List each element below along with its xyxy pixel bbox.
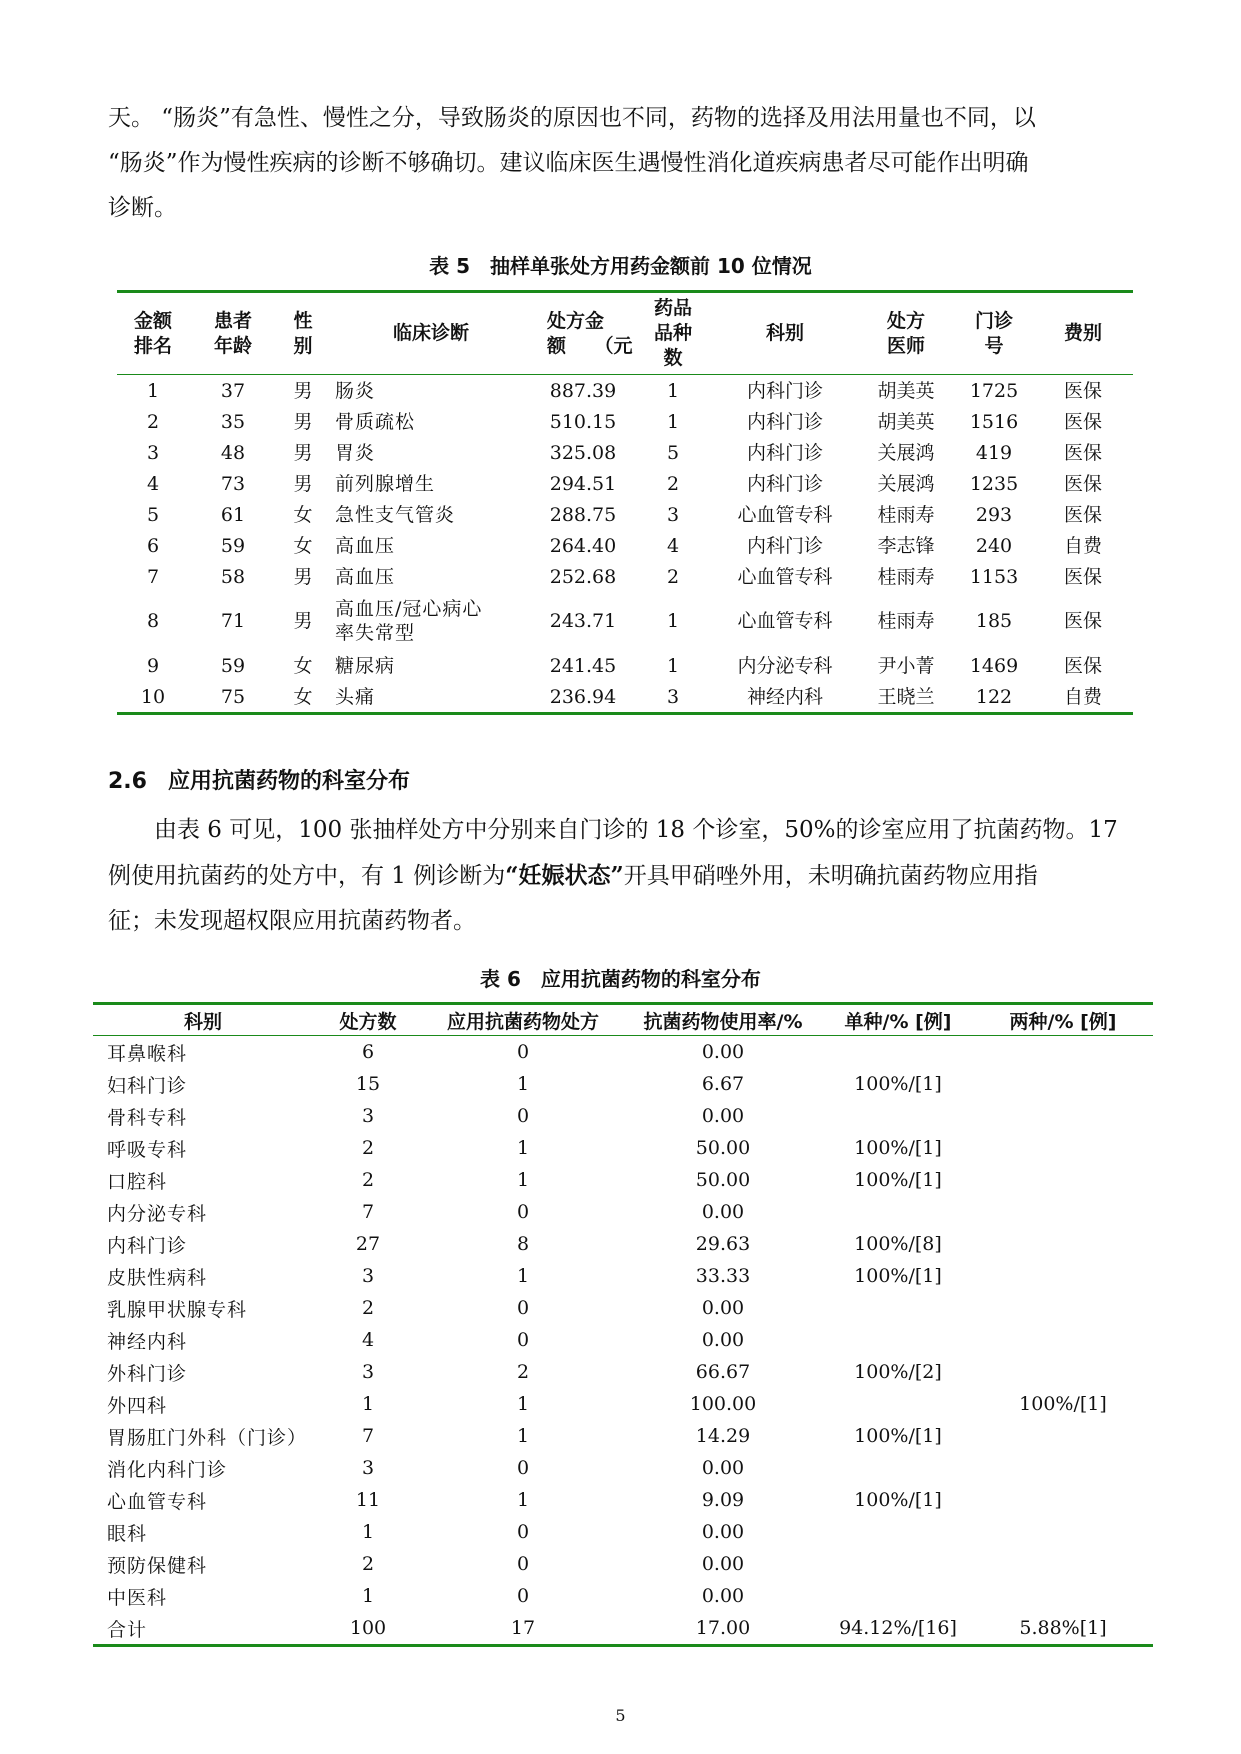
cell-double	[973, 1100, 1153, 1132]
cell-drugs: 1	[666, 379, 680, 402]
cell-rate: 50.00	[695, 1137, 751, 1159]
cell-sex: 女	[293, 503, 313, 526]
cell-drugs: 2	[666, 472, 680, 495]
intro-line-3: 诊断。	[108, 195, 177, 221]
cell-rank: 9	[146, 654, 160, 677]
cell-single: 100%/[1]	[854, 1073, 942, 1095]
table5-header-row	[117, 292, 1133, 375]
table6-header-rate: 抗菌药物使用率/%	[623, 1004, 823, 1036]
table6	[93, 1002, 1153, 1647]
table-row	[93, 1100, 1153, 1132]
table5-header-dept: 科别	[713, 292, 857, 375]
cell-amount: 288.75	[549, 503, 617, 526]
cell-dept: 眼科	[107, 1522, 148, 1545]
cell-fee: 自费	[1063, 534, 1102, 557]
cell-amount: 887.39	[549, 379, 617, 402]
cell-dept: 内分泌专科	[737, 654, 833, 677]
cell-abx: 0	[516, 1585, 530, 1607]
cell-diagnosis: 胃炎	[335, 441, 376, 464]
table-row	[93, 1484, 1153, 1516]
cell-amount: 325.08	[549, 441, 617, 464]
cell-age: 58	[220, 565, 246, 588]
cell-double	[973, 1068, 1153, 1100]
cell-drugs: 5	[666, 441, 680, 464]
cell-dept: 预防保健科	[107, 1554, 208, 1577]
cell-abx: 0	[516, 1457, 530, 1479]
cell-abx: 1	[516, 1489, 530, 1511]
cell-dept: 骨科专科	[107, 1106, 188, 1129]
cell-amount: 252.68	[549, 565, 617, 588]
table-row	[93, 1516, 1153, 1548]
cell-count: 3	[361, 1105, 375, 1127]
cell-double	[973, 1356, 1153, 1388]
table-row	[93, 1324, 1153, 1356]
table-row	[93, 1196, 1153, 1228]
cell-dept: 心血管专科	[737, 503, 833, 526]
section-line-3: 征；未发现超权限应用抗菌药物者。	[108, 908, 476, 934]
cell-double	[973, 1292, 1153, 1324]
table-row	[93, 1292, 1153, 1324]
cell-abx: 1	[516, 1073, 530, 1095]
cell-dept: 口腔科	[107, 1170, 168, 1193]
cell-double	[973, 1324, 1153, 1356]
cell-clinic: 1235	[969, 472, 1019, 495]
table-row	[117, 406, 1133, 437]
cell-dept: 消化内科门诊	[107, 1458, 228, 1481]
cell-single: 100%/[1]	[854, 1489, 942, 1511]
cell-dept: 内科门诊	[746, 410, 823, 433]
table-row	[117, 561, 1133, 592]
table-row	[93, 1452, 1153, 1484]
cell-count: 3	[361, 1265, 375, 1287]
cell-doctor: 李志锋	[877, 534, 935, 557]
cell-rate: 0.00	[701, 1105, 745, 1127]
cell-rate: 33.33	[695, 1265, 751, 1287]
cell-single	[823, 1452, 973, 1484]
cell-double	[973, 1036, 1153, 1069]
table-row	[93, 1132, 1153, 1164]
cell-single	[823, 1324, 973, 1356]
cell-fee: 自费	[1033, 681, 1133, 714]
cell-drugs: 4	[666, 534, 680, 557]
cell-single: 100%/[1]	[854, 1265, 942, 1287]
cell-double: 5.88%[1]	[973, 1612, 1153, 1646]
cell-doctor: 胡美英	[877, 410, 935, 433]
table5-header-age: 患者 年龄	[189, 292, 277, 375]
cell-amount: 294.51	[549, 472, 617, 495]
cell-single	[823, 1100, 973, 1132]
cell-abx: 0	[516, 1297, 530, 1319]
cell-sex: 女	[277, 681, 329, 714]
cell-double	[973, 1548, 1153, 1580]
section-heading	[108, 764, 410, 795]
cell-count: 2	[361, 1137, 375, 1159]
section-number: 2.6	[108, 769, 147, 794]
cell-clinic: 419	[975, 441, 1013, 464]
cell-sex: 男	[293, 410, 313, 433]
cell-rate: 14.29	[695, 1425, 751, 1447]
cell-age: 37	[220, 379, 246, 402]
table5-header-sex: 性 别	[277, 292, 329, 375]
table-row	[93, 1356, 1153, 1388]
cell-rank: 1	[146, 379, 160, 402]
table-row	[117, 437, 1133, 468]
table6-header-row	[93, 1004, 1153, 1036]
cell-abx: 0	[516, 1041, 530, 1063]
cell-count: 2	[361, 1553, 375, 1575]
cell-dept: 内科门诊	[746, 379, 823, 402]
table5-header-drugs: 药品 品种 数	[633, 292, 713, 375]
cell-drugs: 1	[666, 610, 680, 632]
cell-single: 100%/[2]	[854, 1361, 942, 1383]
table5-header-clinic: 门诊 号	[955, 292, 1033, 375]
cell-count: 2	[361, 1169, 375, 1191]
cell-doctor: 关展鸿	[877, 472, 935, 495]
table5-header-rank: 金额 排名	[117, 292, 189, 375]
cell-single	[823, 1196, 973, 1228]
cell-rank: 5	[146, 503, 160, 526]
cell-fee: 医保	[1063, 441, 1102, 464]
cell-count: 1	[361, 1585, 375, 1607]
cell-rate: 0.00	[701, 1457, 745, 1479]
cell-double	[973, 1132, 1153, 1164]
cell-single: 100%/[1]	[854, 1137, 942, 1159]
cell-rank: 6	[146, 534, 160, 557]
cell-dept: 中医科	[107, 1586, 168, 1609]
cell-rate: 100.00	[689, 1393, 757, 1415]
section-line-2: 例使用抗菌药的处方中，有 1 例诊断为“妊娠状态”开具甲硝唑外用，未明确抗菌药物应用指	[108, 862, 1038, 889]
cell-rank: 7	[146, 565, 160, 588]
cell-dept: 心血管专科	[737, 565, 833, 588]
cell-age: 73	[220, 472, 246, 495]
cell-rate: 17.00	[623, 1612, 823, 1646]
table6-header-count: 处方数	[313, 1004, 423, 1036]
cell-sex: 男	[293, 565, 313, 588]
cell-abx: 2	[516, 1361, 530, 1383]
intro-paragraph	[108, 96, 1138, 231]
cell-diagnosis: 肠炎	[335, 379, 376, 402]
cell-dept: 神经内科	[107, 1330, 188, 1353]
cell-diagnosis: 头痛	[329, 681, 533, 714]
cell-clinic: 293	[975, 503, 1013, 526]
table6-header-double: 两种/% [例]	[973, 1004, 1153, 1036]
table-total-row	[93, 1612, 1153, 1646]
cell-double	[973, 1516, 1153, 1548]
cell-abx: 1	[516, 1265, 530, 1287]
cell-count: 11	[355, 1489, 381, 1511]
cell-sex: 女	[293, 534, 313, 557]
cell-dept: 内科门诊	[107, 1234, 188, 1257]
cell-abx: 1	[516, 1169, 530, 1191]
cell-count: 4	[361, 1329, 375, 1351]
cell-amount: 241.45	[549, 654, 617, 677]
table-row	[117, 592, 1133, 650]
cell-diagnosis: 高血压	[335, 565, 396, 588]
cell-age: 59	[220, 534, 246, 557]
cell-count: 7	[361, 1201, 375, 1223]
cell-sex: 男	[293, 379, 313, 402]
cell-abx: 0	[516, 1105, 530, 1127]
cell-amount: 243.71	[549, 610, 617, 632]
cell-diagnosis: 骨质疏松	[335, 410, 416, 433]
cell-count: 1	[361, 1521, 375, 1543]
cell-dept: 外四科	[107, 1394, 168, 1417]
cell-dept: 妇科门诊	[107, 1074, 188, 1097]
cell-clinic: 1469	[969, 654, 1019, 677]
cell-double	[973, 1484, 1153, 1516]
cell-sex: 男	[293, 472, 313, 495]
section-line-1: 由表 6 可见，100 张抽样处方中分别来自门诊的 18 个诊室，50%的诊室应用了抗菌药物。17	[154, 817, 1118, 843]
table-row	[93, 1260, 1153, 1292]
table-row	[93, 1548, 1153, 1580]
cell-fee: 医保	[1063, 610, 1102, 632]
cell-age: 48	[220, 441, 246, 464]
table6-header-dept: 科别	[93, 1004, 313, 1036]
cell-rate: 0.00	[701, 1585, 745, 1607]
table-row	[117, 650, 1133, 681]
cell-dept: 神经内科	[713, 681, 857, 714]
cell-doctor: 关展鸿	[877, 441, 935, 464]
cell-drugs: 1	[666, 410, 680, 433]
cell-double	[973, 1228, 1153, 1260]
cell-dept: 心血管专科	[737, 610, 833, 632]
cell-amount: 264.40	[549, 534, 617, 557]
cell-sex: 女	[293, 654, 313, 677]
cell-doctor: 桂雨寿	[877, 610, 935, 632]
cell-age: 75	[189, 681, 277, 714]
cell-clinic: 185	[975, 610, 1013, 632]
table-row	[93, 1228, 1153, 1260]
cell-rate: 9.09	[701, 1489, 745, 1511]
cell-dept: 内科门诊	[746, 472, 823, 495]
cell-rate: 0.00	[701, 1521, 745, 1543]
cell-diagnosis: 高血压	[335, 534, 396, 557]
cell-dept: 皮肤性病科	[107, 1266, 208, 1289]
cell-dept: 耳鼻喉科	[107, 1042, 188, 1065]
cell-diagnosis: 糖尿病	[335, 654, 396, 677]
table-row	[93, 1388, 1153, 1420]
cell-doctor: 桂雨寿	[877, 565, 935, 588]
cell-abx: 0	[516, 1521, 530, 1543]
table6-header-abx: 应用抗菌药物处方	[423, 1004, 623, 1036]
cell-rate: 0.00	[701, 1041, 745, 1063]
cell-doctor: 桂雨寿	[877, 503, 935, 526]
cell-dept: 外科门诊	[107, 1362, 188, 1385]
table5-caption: 表 5 抽样单张处方用药金额前 10 位情况	[429, 254, 812, 278]
cell-clinic: 122	[955, 681, 1033, 714]
cell-dept: 内科门诊	[746, 441, 823, 464]
cell-single	[823, 1548, 973, 1580]
cell-rate: 6.67	[701, 1073, 745, 1095]
cell-single: 94.12%/[16]	[823, 1612, 973, 1646]
cell-abx: 17	[423, 1612, 623, 1646]
table-row	[93, 1164, 1153, 1196]
cell-single	[823, 1580, 973, 1612]
cell-doctor: 胡美英	[877, 379, 935, 402]
cell-age: 35	[220, 410, 246, 433]
table6-header-single: 单种/% [例]	[823, 1004, 973, 1036]
table5-header-doctor: 处方 医师	[857, 292, 955, 375]
cell-clinic: 1153	[969, 565, 1019, 588]
table6-caption: 表 6 应用抗菌药物的科室分布	[480, 967, 761, 991]
cell-rate: 66.67	[695, 1361, 751, 1383]
cell-dept: 内分泌专科	[107, 1202, 208, 1225]
cell-diagnosis: 高血压/冠心病心 率失常型	[335, 598, 483, 644]
cell-doctor: 尹小菁	[877, 654, 935, 677]
cell-age: 61	[220, 503, 246, 526]
table5-header-diagnosis: 临床诊断	[329, 292, 533, 375]
cell-sex: 男	[293, 610, 313, 632]
cell-abx: 1	[516, 1137, 530, 1159]
cell-double	[973, 1260, 1153, 1292]
cell-clinic: 240	[975, 534, 1013, 557]
cell-amount: 510.15	[549, 410, 617, 433]
page-number: 5	[615, 1706, 626, 1725]
cell-sex: 男	[293, 441, 313, 464]
cell-double	[973, 1196, 1153, 1228]
cell-age: 59	[220, 654, 246, 677]
cell-single	[823, 1388, 973, 1420]
cell-rank: 8	[146, 610, 160, 632]
cell-diagnosis: 前列腺增生	[335, 472, 436, 495]
cell-count: 6	[361, 1041, 375, 1063]
table-row	[93, 1036, 1153, 1069]
cell-drugs: 2	[666, 565, 680, 588]
cell-rank: 10	[117, 681, 189, 714]
cell-count: 3	[361, 1361, 375, 1383]
cell-amount: 236.94	[533, 681, 633, 714]
intro-line-1: 天。 “肠炎”有急性、慢性之分，导致肠炎的原因也不同，药物的选择及用法用量也不同，以	[108, 105, 1036, 131]
cell-fee: 医保	[1063, 379, 1102, 402]
table-row	[93, 1068, 1153, 1100]
cell-double	[973, 1420, 1153, 1452]
cell-rate: 0.00	[701, 1297, 745, 1319]
table5-header-amount: 处方金 额 （元	[533, 292, 633, 375]
cell-rate: 0.00	[701, 1553, 745, 1575]
cell-single	[823, 1292, 973, 1324]
table-row	[93, 1420, 1153, 1452]
cell-doctor: 王晓兰	[857, 681, 955, 714]
cell-count: 2	[361, 1297, 375, 1319]
cell-age: 71	[220, 610, 246, 632]
cell-rate: 0.00	[701, 1201, 745, 1223]
cell-fee: 医保	[1063, 503, 1102, 526]
cell-drugs: 3	[633, 681, 713, 714]
section-paragraph	[108, 808, 1138, 944]
cell-rank: 2	[146, 410, 160, 433]
table-row	[93, 1580, 1153, 1612]
cell-dept: 内科门诊	[746, 534, 823, 557]
cell-rate: 50.00	[695, 1169, 751, 1191]
cell-diagnosis: 急性支气管炎	[335, 503, 456, 526]
cell-drugs: 1	[666, 654, 680, 677]
table-row	[117, 499, 1133, 530]
cell-clinic: 1516	[969, 410, 1019, 433]
cell-count: 3	[361, 1457, 375, 1479]
cell-rate: 0.00	[701, 1329, 745, 1351]
section-title: 应用抗菌药物的科室分布	[168, 769, 411, 794]
table5-header-fee: 费别	[1033, 292, 1133, 375]
cell-abx: 8	[516, 1233, 530, 1255]
cell-dept: 胃肠肛门外科（门诊）	[107, 1426, 308, 1449]
cell-abx: 0	[516, 1553, 530, 1575]
cell-abx: 1	[516, 1425, 530, 1447]
cell-abx: 0	[516, 1329, 530, 1351]
cell-count: 27	[355, 1233, 381, 1255]
cell-single: 100%/[1]	[854, 1169, 942, 1191]
cell-count: 100	[313, 1612, 423, 1646]
cell-count: 15	[355, 1073, 381, 1095]
table-row	[117, 375, 1133, 407]
cell-count: 1	[361, 1393, 375, 1415]
cell-fee: 医保	[1063, 654, 1102, 677]
cell-rate: 29.63	[695, 1233, 751, 1255]
cell-fee: 医保	[1063, 472, 1102, 495]
cell-dept: 合计	[93, 1612, 313, 1646]
cell-abx: 1	[516, 1393, 530, 1415]
cell-dept: 心血管专科	[107, 1490, 208, 1513]
cell-fee: 医保	[1063, 565, 1102, 588]
cell-double	[973, 1580, 1153, 1612]
cell-rank: 3	[146, 441, 160, 464]
intro-line-2: “肠炎”作为慢性疾病的诊断不够确切。建议临床医生遇慢性消化道疾病患者尽可能作出明确	[108, 150, 1029, 176]
cell-single: 100%/[8]	[854, 1233, 942, 1255]
cell-drugs: 3	[666, 503, 680, 526]
emphasis-text: “妊娠状态”	[505, 862, 624, 889]
table-row	[117, 468, 1133, 499]
cell-abx: 0	[516, 1201, 530, 1223]
cell-single: 100%/[1]	[854, 1425, 942, 1447]
cell-double	[973, 1164, 1153, 1196]
cell-count: 7	[361, 1425, 375, 1447]
table-row	[117, 681, 1133, 714]
cell-rank: 4	[146, 472, 160, 495]
table-row	[117, 530, 1133, 561]
table5	[117, 290, 1133, 715]
cell-single	[823, 1516, 973, 1548]
cell-double	[973, 1452, 1153, 1484]
cell-dept: 乳腺甲状腺专科	[107, 1298, 248, 1321]
cell-dept: 呼吸专科	[107, 1138, 188, 1161]
cell-clinic: 1725	[969, 379, 1019, 402]
cell-double: 100%/[1]	[1019, 1393, 1107, 1415]
cell-single	[823, 1036, 973, 1069]
cell-fee: 医保	[1063, 410, 1102, 433]
